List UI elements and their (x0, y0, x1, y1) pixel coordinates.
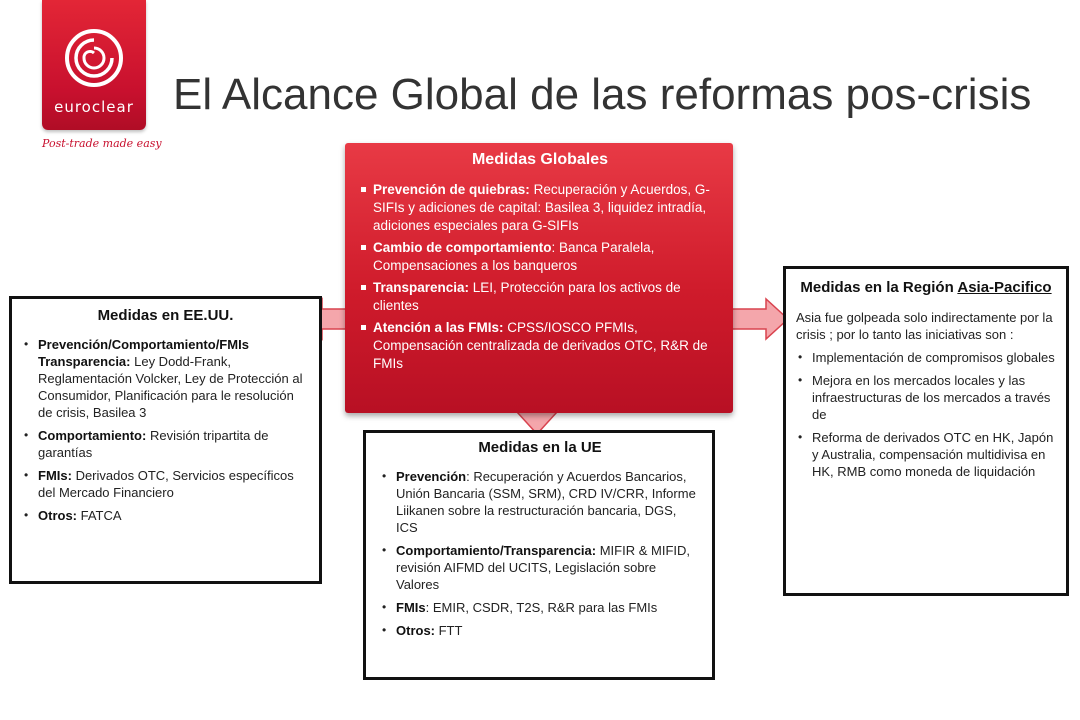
list-item: • Comportamiento: Revisión tripartita de garantías (22, 427, 309, 461)
asia-pacific-measures-box (783, 266, 1069, 596)
us-measures-box (9, 296, 322, 584)
us-heading: Medidas en EE.UU. (97, 307, 234, 324)
list-item: • Mejora en los mercados locales y las infraestructuras de los mercados a través de (796, 372, 1056, 423)
list-item: • Reforma de derivados OTC en HK, Japón y Australia, compensación multidivisa en HK, RMB como moneda de liquidación (796, 429, 1056, 480)
logo-wordmark: euroclear (54, 98, 134, 116)
eu-list (380, 468, 700, 639)
global-measures-box (345, 143, 733, 413)
list-item: • Prevención/Comportamiento/FMIs Transparencia: Ley Dodd-Frank, Reglamentación Volcker, Ley de Protección al Consumidor, Planificación para le resolución de crisis, Basilea 3 (22, 336, 309, 421)
eu-heading: Medidas en la UE (478, 439, 602, 456)
global-list (361, 181, 719, 373)
arrow-right-icon (728, 296, 790, 342)
list-item: • FMIs: EMIR, CSDR, T2S, R&R para las FMIs (380, 599, 700, 616)
list-item: Atención a las FMIs: CPSS/IOSCO PFMIs, Compensación centralizada de derivados OTC, R&R de FMIs (361, 319, 719, 373)
list-item: Cambio de comportamiento: Banca Paralela, Compensaciones a los banqueros (361, 239, 719, 275)
list-item: • FMIs: Derivados OTC, Servicios específicos del Mercado Financiero (22, 467, 309, 501)
asia-heading: Medidas en la Región Asia-Pacifico (800, 279, 1052, 296)
eu-measures-box (363, 430, 715, 680)
asia-intro: Asia fue golpeada solo indirectamente por la crisis ; por lo tanto las iniciativas son : (796, 310, 1053, 342)
us-list (22, 336, 309, 524)
page-title: El Alcance Global de las reformas pos-crisis (173, 70, 1032, 119)
list-item: • Implementación de compromisos globales (796, 349, 1056, 366)
list-item: • Comportamiento/Transparencia: MIFIR & MIFID, revisión AIFMD del UCITS, Legislación sobre Valores (380, 542, 700, 593)
logo-tagline: Post-trade made easy (42, 137, 162, 150)
list-item: Transparencia: LEI, Protección para los activos de clientes (361, 279, 719, 315)
list-item: Prevención de quiebras: Recuperación y Acuerdos, G-SIFIs y adiciones de capital: Basilea 3, liquidez intradía, adiciones especiales para G-SIFIs (361, 181, 719, 235)
asia-list (796, 349, 1056, 480)
list-item: • Prevención: Recuperación y Acuerdos Bancarios, Unión Bancaria (SSM, SRM), CRD IV/CRR, Informe Liikanen sobre la restructuración bancaria, DGS, ICS (380, 468, 700, 536)
list-item: • Otros: FTT (380, 622, 700, 639)
swirl-logo-icon (62, 26, 126, 90)
list-item: • Otros: FATCA (22, 507, 309, 524)
global-heading: Medidas Globales (471, 151, 609, 168)
euroclear-logo (42, 0, 146, 130)
